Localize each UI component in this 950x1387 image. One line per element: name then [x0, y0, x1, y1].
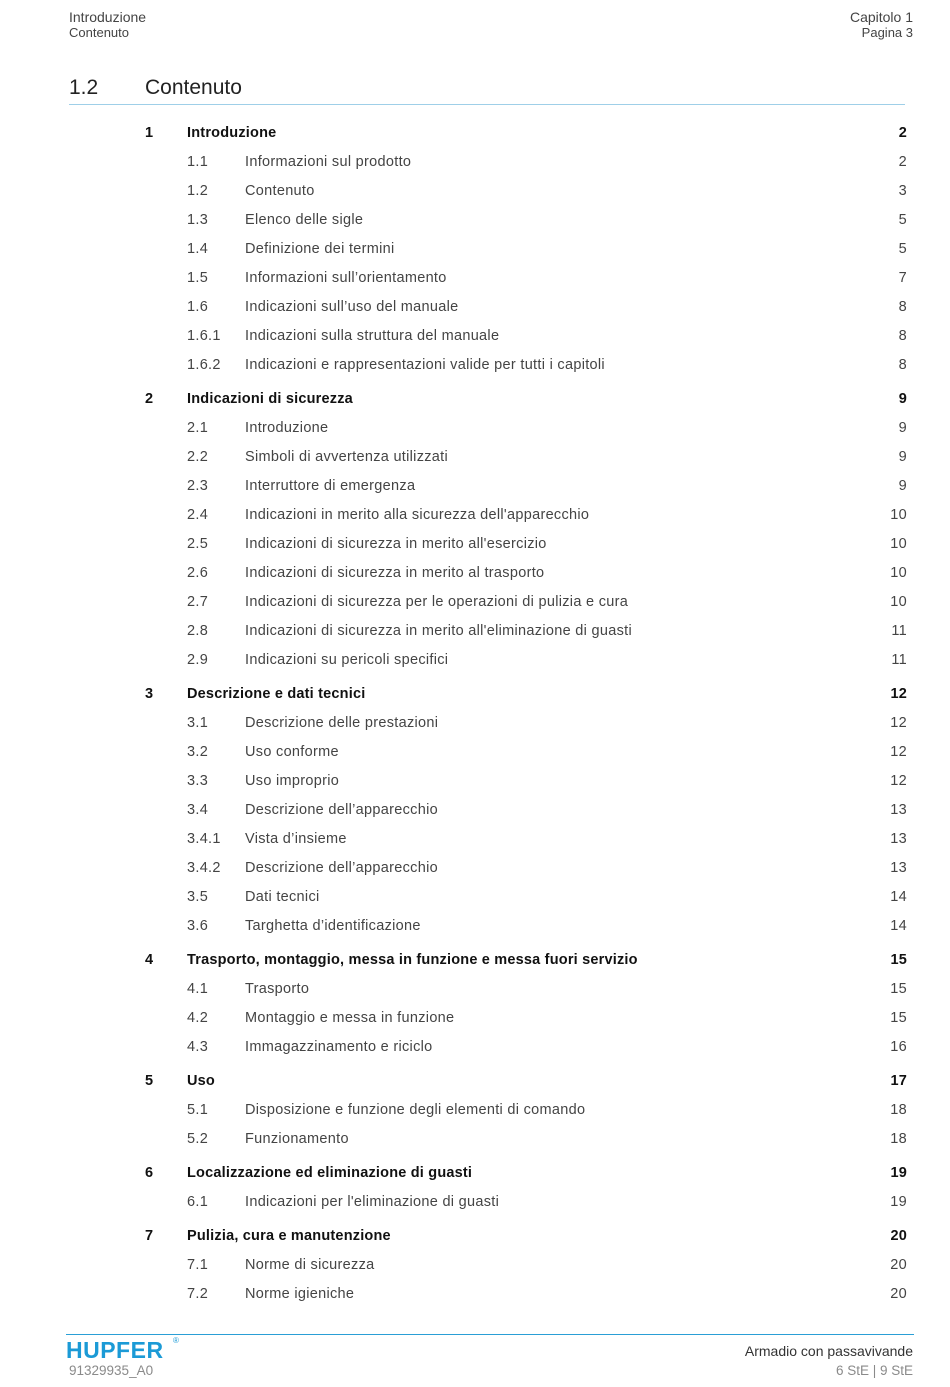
- toc-entry-number: 3.3: [187, 773, 209, 789]
- toc-entry-number: 3.2: [187, 744, 209, 760]
- toc-entry-title: Indicazioni per l'eliminazione di guasti: [245, 1194, 500, 1210]
- toc-entry-row[interactable]: [0, 646, 950, 675]
- toc-entry-number: 2.1: [187, 420, 209, 436]
- toc-entry-title: Descrizione dell’apparecchio: [245, 802, 438, 818]
- toc-entry-title: Indicazioni in merito alla sicurezza dell'apparecchio: [245, 507, 590, 523]
- product-name: Armadio con passavivande: [744, 1343, 913, 1359]
- toc-entry-number: 2.4: [187, 507, 209, 523]
- toc-entry-number: 5.1: [187, 1102, 209, 1118]
- toc-entry-page: 3: [898, 183, 907, 199]
- toc-entry-row[interactable]: [0, 322, 950, 351]
- section-subtitle: Contenuto: [69, 25, 129, 40]
- toc-entry-number: 1.6: [187, 299, 209, 315]
- toc-entry-page: 9: [898, 478, 907, 494]
- toc-entry-page: 10: [890, 594, 907, 610]
- toc-entry-page: 13: [890, 831, 907, 847]
- toc-entry-title: Vista d’insieme: [245, 831, 347, 847]
- toc-entry-number: 4.1: [187, 981, 209, 997]
- toc-entry-row[interactable]: [0, 738, 950, 767]
- toc-entry-row[interactable]: [0, 825, 950, 854]
- toc-entry-row[interactable]: [0, 177, 950, 206]
- toc-chapter-number: 2: [145, 391, 154, 407]
- toc-entry-title: Targhetta d’identificazione: [245, 918, 421, 934]
- toc-entry-title: Indicazioni sulla struttura del manuale: [245, 328, 500, 344]
- toc-entry-page: 18: [890, 1102, 907, 1118]
- section-title: Contenuto: [145, 76, 242, 99]
- table-of-contents: [0, 119, 950, 1309]
- toc-entry-row[interactable]: [0, 1125, 950, 1154]
- toc-entry-row[interactable]: [0, 1188, 950, 1217]
- toc-chapter-page: 20: [890, 1228, 907, 1244]
- toc-entry-row[interactable]: [0, 1096, 950, 1125]
- toc-entry-title: Indicazioni di sicurezza in merito al trasporto: [245, 565, 545, 581]
- toc-entry-title: Indicazioni di sicurezza per le operazioni di pulizia e cura: [245, 594, 629, 610]
- toc-entry-row[interactable]: [0, 264, 950, 293]
- registered-mark: ®: [173, 1336, 179, 1345]
- toc-entry-number: 2.2: [187, 449, 209, 465]
- toc-entry-title: Interruttore di emergenza: [245, 478, 416, 494]
- toc-entry-page: 8: [898, 328, 907, 344]
- toc-entry-page: 11: [891, 652, 907, 668]
- toc-entry-number: 7.2: [187, 1286, 209, 1302]
- toc-entry-page: 5: [898, 212, 907, 228]
- toc-entry-number: 1.3: [187, 212, 209, 228]
- toc-entry-title: Indicazioni sull’uso del manuale: [245, 299, 459, 315]
- toc-chapter-title: Indicazioni di sicurezza: [187, 391, 353, 407]
- page-header-right: [850, 9, 913, 41]
- toc-entry-title: Indicazioni su pericoli specifici: [245, 652, 449, 668]
- toc-entry-row[interactable]: [0, 709, 950, 738]
- toc-entry-page: 10: [890, 565, 907, 581]
- toc-chapter-row[interactable]: [0, 385, 950, 414]
- toc-entry-title: Indicazioni di sicurezza in merito all'esercizio: [245, 536, 547, 552]
- toc-entry-row[interactable]: [0, 148, 950, 177]
- toc-entry-page: 20: [890, 1286, 907, 1302]
- page-count: 6 StE | 9 StE: [835, 1363, 913, 1378]
- toc-entry-page: 8: [898, 357, 907, 373]
- toc-entry-page: 15: [890, 1010, 907, 1026]
- toc-entry-number: 7.1: [187, 1257, 209, 1273]
- toc-entry-title: Elenco delle sigle: [245, 212, 364, 228]
- toc-entry-page: 16: [890, 1039, 907, 1055]
- toc-entry-number: 3.4.2: [187, 860, 221, 876]
- toc-entry-number: 1.2: [187, 183, 209, 199]
- toc-chapter-number: 1: [145, 125, 154, 141]
- toc-chapter-number: 3: [145, 686, 154, 702]
- toc-entry-page: 11: [891, 623, 907, 639]
- toc-entry-row[interactable]: [0, 293, 950, 322]
- toc-entry-row[interactable]: [0, 588, 950, 617]
- toc-entry-title: Montaggio e messa in funzione: [245, 1010, 455, 1026]
- toc-entry-page: 8: [898, 299, 907, 315]
- toc-entry-page: 10: [890, 507, 907, 523]
- toc-entry-title: Contenuto: [245, 183, 315, 199]
- document-id: 91329935_A0: [69, 1363, 154, 1378]
- toc-entry-title: Informazioni sull’orientamento: [245, 270, 447, 286]
- page-number: Pagina 3: [861, 25, 913, 40]
- toc-entry-number: 5.2: [187, 1131, 209, 1147]
- toc-entry-row[interactable]: [0, 351, 950, 380]
- toc-entry-page: 15: [890, 981, 907, 997]
- toc-entry-row[interactable]: [0, 235, 950, 264]
- toc-entry-page: 2: [898, 154, 907, 170]
- toc-entry-row[interactable]: [0, 1280, 950, 1309]
- toc-entry-number: 2.6: [187, 565, 209, 581]
- toc-entry-number: 2.5: [187, 536, 209, 552]
- toc-entry-number: 3.1: [187, 715, 209, 731]
- toc-entry-title: Indicazioni e rappresentazioni valide per tutti i capitoli: [245, 357, 605, 373]
- toc-chapter-title: Introduzione: [187, 125, 277, 141]
- toc-entry-title: Funzionamento: [245, 1131, 349, 1147]
- chapter-number: Capitolo 1: [849, 9, 913, 25]
- toc-entry-page: 5: [898, 241, 907, 257]
- toc-chapter-page: 15: [890, 952, 907, 968]
- toc-chapter-number: 6: [145, 1165, 154, 1181]
- toc-chapter-page: 9: [898, 391, 907, 407]
- toc-entry-page: 14: [890, 918, 907, 934]
- toc-entry-title: Descrizione dell’apparecchio: [245, 860, 438, 876]
- toc-chapter-row[interactable]: [0, 1222, 950, 1251]
- toc-entry-number: 1.4: [187, 241, 209, 257]
- toc-entry-row[interactable]: [0, 472, 950, 501]
- toc-entry-row[interactable]: [0, 767, 950, 796]
- toc-entry-row[interactable]: [0, 1251, 950, 1280]
- toc-entry-row[interactable]: [0, 796, 950, 825]
- toc-chapter-title: Trasporto, montaggio, messa in funzione e messa fuori servizio: [187, 952, 638, 968]
- toc-entry-row[interactable]: [0, 854, 950, 883]
- toc-entry-title: Uso improprio: [245, 773, 340, 789]
- toc-entry-title: Definizione dei termini: [245, 241, 395, 257]
- toc-entry-row[interactable]: [0, 912, 950, 941]
- toc-chapter-title: Uso: [187, 1073, 215, 1089]
- toc-chapter-number: 7: [145, 1228, 154, 1244]
- toc-entry-row[interactable]: [0, 975, 950, 1004]
- page-header-left: [69, 9, 146, 41]
- toc-chapter-number: 5: [145, 1073, 154, 1089]
- toc-entry-page: 13: [890, 802, 907, 818]
- toc-entry-page: 7: [898, 270, 907, 286]
- toc-entry-page: 12: [890, 773, 907, 789]
- toc-entry-number: 3.6: [187, 918, 209, 934]
- toc-entry-page: 13: [890, 860, 907, 876]
- chapter-title: Introduzione: [69, 9, 147, 25]
- toc-chapter-page: 17: [890, 1073, 907, 1089]
- toc-entry-page: 18: [890, 1131, 907, 1147]
- footer-divider: [66, 1334, 914, 1335]
- toc-entry-number: 2.7: [187, 594, 209, 610]
- toc-entry-title: Simboli di avvertenza utilizzati: [245, 449, 449, 465]
- toc-chapter-number: 4: [145, 952, 154, 968]
- toc-entry-row[interactable]: [0, 501, 950, 530]
- toc-chapter-row[interactable]: [0, 1067, 950, 1096]
- toc-entry-number: 3.4: [187, 802, 209, 818]
- toc-entry-row[interactable]: [0, 530, 950, 559]
- toc-entry-page: 9: [898, 449, 907, 465]
- hupfer-logo: HUPFER: [66, 1337, 164, 1363]
- toc-entry-number: 4.3: [187, 1039, 209, 1055]
- toc-entry-page: 20: [890, 1257, 907, 1273]
- toc-entry-row[interactable]: [0, 617, 950, 646]
- toc-entry-number: 3.5: [187, 889, 209, 905]
- toc-entry-title: Norme di sicurezza: [245, 1257, 375, 1273]
- toc-entry-title: Descrizione delle prestazioni: [245, 715, 439, 731]
- toc-chapter-row[interactable]: [0, 946, 950, 975]
- toc-entry-title: Disposizione e funzione degli elementi di comando: [245, 1102, 586, 1118]
- toc-entry-page: 10: [890, 536, 907, 552]
- toc-entry-title: Norme igieniche: [245, 1286, 355, 1302]
- toc-entry-title: Informazioni sul prodotto: [245, 154, 412, 170]
- toc-entry-page: 19: [890, 1194, 907, 1210]
- toc-entry-number: 1.5: [187, 270, 209, 286]
- toc-entry-title: Immagazzinamento e riciclo: [245, 1039, 433, 1055]
- section-number: 1.2: [69, 76, 99, 99]
- toc-entry-row[interactable]: [0, 883, 950, 912]
- toc-chapter-title: Descrizione e dati tecnici: [187, 686, 366, 702]
- toc-entry-title: Trasporto: [245, 981, 310, 997]
- toc-entry-row[interactable]: [0, 206, 950, 235]
- toc-chapter-page: 19: [890, 1165, 907, 1181]
- toc-entry-number: 2.9: [187, 652, 209, 668]
- toc-chapter-page: 12: [890, 686, 907, 702]
- toc-entry-number: 3.4.1: [187, 831, 221, 847]
- toc-entry-number: 2.3: [187, 478, 209, 494]
- toc-chapter-title: Localizzazione ed eliminazione di guasti: [187, 1165, 473, 1181]
- toc-entry-number: 1.6.2: [187, 357, 221, 373]
- toc-chapter-page: 2: [898, 125, 907, 141]
- toc-entry-page: 12: [890, 715, 907, 731]
- toc-chapter-row[interactable]: [0, 119, 950, 148]
- toc-entry-page: 9: [898, 420, 907, 436]
- section-heading: [69, 76, 905, 105]
- toc-entry-title: Uso conforme: [245, 744, 339, 760]
- toc-entry-row[interactable]: [0, 1004, 950, 1033]
- toc-entry-number: 4.2: [187, 1010, 209, 1026]
- toc-entry-row[interactable]: [0, 1033, 950, 1062]
- toc-entry-title: Introduzione: [245, 420, 329, 436]
- toc-entry-row[interactable]: [0, 414, 950, 443]
- toc-entry-row[interactable]: [0, 443, 950, 472]
- toc-entry-row[interactable]: [0, 559, 950, 588]
- toc-entry-title: Dati tecnici: [245, 889, 320, 905]
- toc-entry-number: 6.1: [187, 1194, 209, 1210]
- toc-entry-number: 1.6.1: [187, 328, 221, 344]
- toc-entry-number: 1.1: [187, 154, 209, 170]
- toc-entry-number: 2.8: [187, 623, 209, 639]
- toc-entry-title: Indicazioni di sicurezza in merito all'eliminazione di guasti: [245, 623, 632, 639]
- toc-entry-page: 14: [890, 889, 907, 905]
- toc-chapter-title: Pulizia, cura e manutenzione: [187, 1228, 391, 1244]
- toc-chapter-row[interactable]: [0, 1159, 950, 1188]
- toc-chapter-row[interactable]: [0, 680, 950, 709]
- toc-entry-page: 12: [890, 744, 907, 760]
